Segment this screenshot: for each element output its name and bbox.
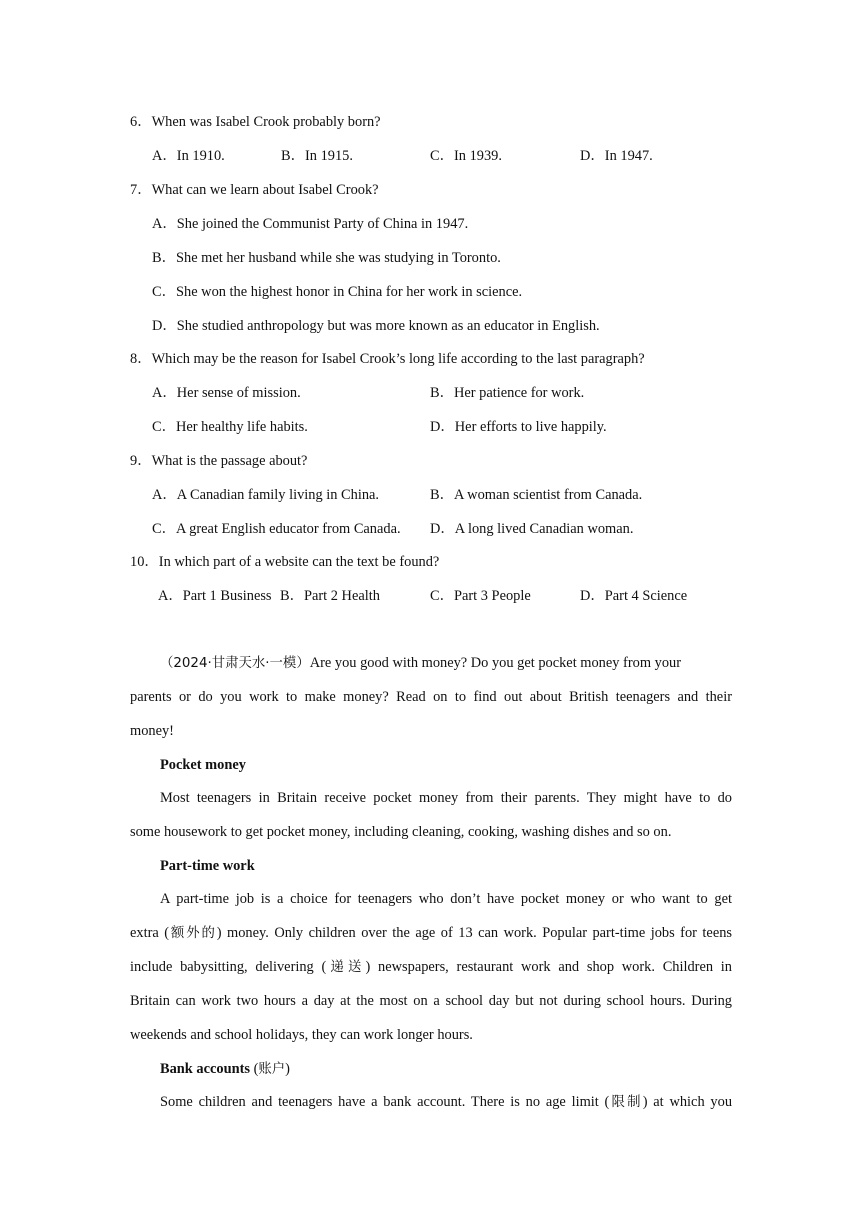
section-heading-bank-accounts-row xyxy=(160,1060,290,1079)
section-heading-part-time-work: Part-time work xyxy=(160,858,255,874)
question-7-stem: 7．What can we learn about Isabel Crook? xyxy=(130,182,379,198)
part-time-line-2-b: ) money. Only children over the age of 13 can work. Popular part-time jobs for teens xyxy=(216,925,732,941)
part-time-line-3-a: include babysitting, delivering ( xyxy=(130,959,327,975)
bank-heading-note-b: ) xyxy=(285,1061,290,1077)
pocket-money-line-2: some housework to get pocket money, including cleaning, cooking, washing dishes and so on. xyxy=(130,824,672,840)
question-6-option-b: B．In 1915. xyxy=(281,148,353,164)
section-heading-pocket-money: Pocket money xyxy=(160,757,246,773)
question-7-option-a: A．She joined the Communist Party of China in 1947. xyxy=(152,216,469,232)
question-9-option-a: A．A Canadian family living in China. xyxy=(152,487,380,503)
question-7-option-c: C．She won the highest honor in China for her work in science. xyxy=(152,284,523,300)
bank-line-1-b: ) at which you xyxy=(642,1094,733,1110)
question-6-stem: 6．When was Isabel Crook probably born? xyxy=(130,114,381,130)
bank-heading-note-a: ( xyxy=(249,1061,259,1077)
passage-intro-text: Are you good with money? Do you get pocket money from your xyxy=(309,655,682,671)
question-6-option-c: C．In 1939. xyxy=(430,148,502,164)
pocket-money-line-1: Most teenagers in Britain receive pocket money from their parents. They might have to do xyxy=(160,790,732,806)
part-time-line-2 xyxy=(130,916,732,951)
passage-intro-line-3: money! xyxy=(130,723,174,739)
question-10-option-c: C．Part 3 People xyxy=(430,588,531,604)
passage-intro-line-2: parents or do you work to make money? Read on to find out about British teenagers and their xyxy=(130,689,732,705)
part-time-line-2-cn: 额外的 xyxy=(169,926,217,941)
part-time-line-3 xyxy=(130,950,732,985)
bank-line-1-cn: 限制 xyxy=(609,1095,643,1110)
question-9-option-d: D．A long lived Canadian woman. xyxy=(430,521,634,537)
question-8-option-c: C．Her healthy life habits. xyxy=(152,419,308,435)
part-time-line-2-a: extra ( xyxy=(130,925,170,941)
question-6-option-d: D．In 1947. xyxy=(580,148,653,164)
part-time-line-3-b: ) newspapers, restaurant work and shop work. Children in xyxy=(365,959,732,975)
question-9-option-c: C．A great English educator from Canada. xyxy=(152,521,401,537)
passage-intro-first-line xyxy=(160,654,681,673)
question-7-option-b: B．She met her husband while she was studying in Toronto. xyxy=(152,250,501,266)
part-time-line-5: weekends and school holidays, they can work longer hours. xyxy=(130,1027,473,1043)
question-9-stem: 9．What is the passage about? xyxy=(130,453,308,469)
bank-heading-note-cn: 账户 xyxy=(258,1062,286,1077)
question-6-option-a: A．In 1910. xyxy=(152,148,225,164)
question-10-stem: 10．In which part of a website can the text be found? xyxy=(130,554,440,570)
question-10-option-a: A．Part 1 Business xyxy=(158,588,272,604)
question-8-stem: 8．Which may be the reason for Isabel Crook’s long life according to the last paragraph? xyxy=(130,351,645,367)
question-10-option-d: D．Part 4 Science xyxy=(580,588,688,604)
bank-line-1 xyxy=(160,1085,732,1120)
question-8-option-b: B．Her patience for work. xyxy=(430,385,585,401)
part-time-line-4: Britain can work two hours a day at the most on a school day but not during school hours. During xyxy=(130,993,732,1009)
section-heading-bank-accounts: Bank accounts xyxy=(160,1061,250,1077)
question-10-option-b: B．Part 2 Health xyxy=(280,588,380,604)
question-8-option-a: A．Her sense of mission. xyxy=(152,385,301,401)
part-time-line-3-cn: 递送 xyxy=(326,960,366,975)
bank-line-1-a: Some children and teenagers have a bank account. There is no age limit ( xyxy=(160,1094,610,1110)
part-time-line-1: A part-time job is a choice for teenagers who don’t have pocket money or who want to get xyxy=(160,891,732,907)
question-8-option-d: D．Her efforts to live happily. xyxy=(430,419,607,435)
question-9-option-b: B．A woman scientist from Canada. xyxy=(430,487,643,503)
passage-source: （2024·甘肃天水·一模） xyxy=(160,656,310,671)
question-7-option-d: D．She studied anthropology but was more known as an educator in English. xyxy=(152,318,600,334)
